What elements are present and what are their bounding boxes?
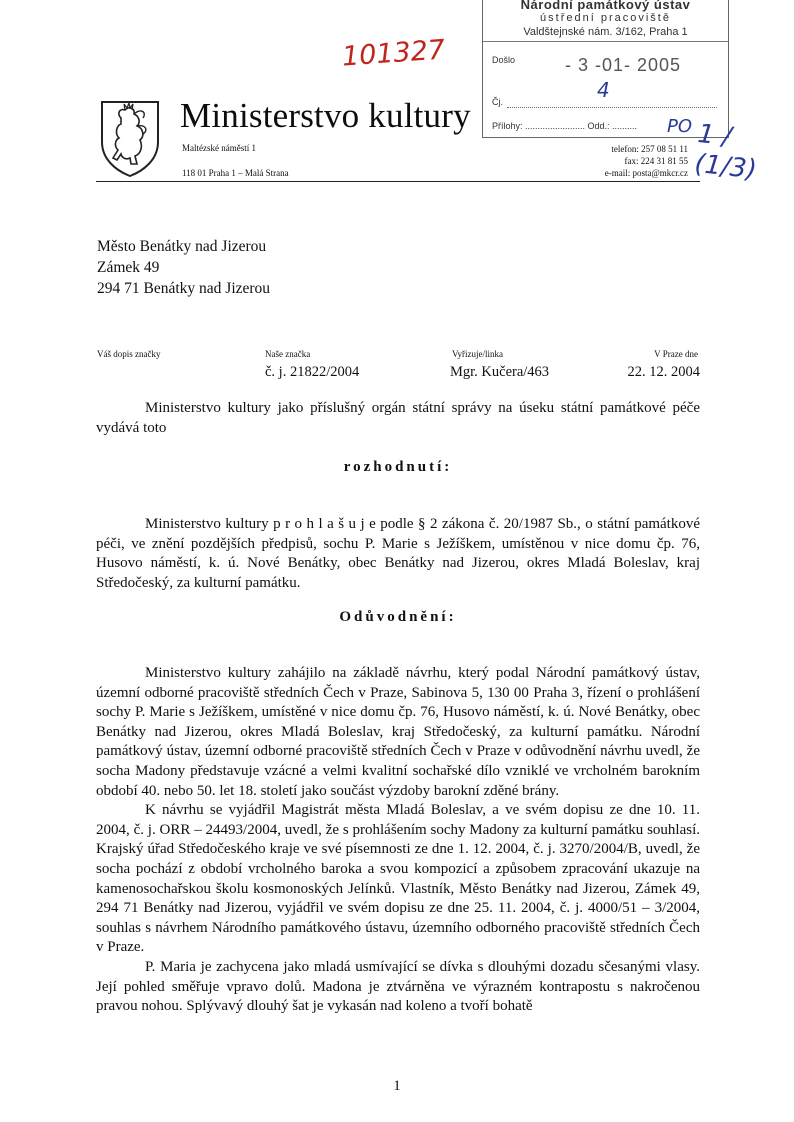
ministry-address-line2: 118 01 Praha 1 – Malá Strana [182, 168, 289, 178]
handwritten-number: 101327 [341, 34, 447, 73]
reasoning-paragraph-1: Ministerstvo kultury zahájilo na základě návrhu, který podal Národní památkový ústav, územní odborné pracoviště středních Čech v Praze, Sabinova 5, 130 00 Praha 3, řízení o prohlášení sochy P. Marie s Ježíškem, umístěné v nice domu čp. 76, Husovo náměstí, k. ú. Nové Benátky, obec Benátky nad Jizerou, okres Mladá Boleslav, kraj Středočeský, za kulturní památku. Národní památkový ústav, územní odborné pracoviště středních Čech v Praze v odůvodnění návrhu uvedl, že socha Madony představuje vzácné a velmi kvalitní sochařské dílo vzniklé ve vrcholném barokním období 40. nebo 50. let 18. století jako součást výzdoby barokní zděné brány. [96, 665, 700, 799]
decision-heading: rozhodnutí: [343, 459, 453, 475]
handwritten-bracket: 1 / (1/3) [693, 119, 759, 186]
stamp-received-label: Došlo [492, 55, 516, 65]
handwritten-digit: 4 [597, 78, 610, 102]
our-ref-value: č. j. 21822/2004 [265, 364, 360, 380]
page-number: 1 [393, 1078, 401, 1094]
handled-by-value: Mgr. Kučera/463 [450, 364, 550, 380]
czech-lion-crest-icon [97, 98, 163, 178]
ministry-email: e-mail: posta@mkcr.cz [604, 168, 688, 178]
recipient-line2: Zámek 49 [97, 259, 160, 276]
ministry-fax: fax: 224 31 81 55 [624, 156, 688, 166]
reasoning-paragraph-3: P. Maria je zachycena jako mladá usmívající se dívka s dlouhými dozadu sčesanými vlasy. Její pohled směřuje vpravo dolů. Madona je ztvárněna ve výrazném kontrapostu s nakročenou pravou nohou. Splývavý dlouhý šat je vykasán nad koleno a tvoří bohatě [96, 958, 700, 1015]
stamp-ref-line [507, 107, 717, 108]
intro-paragraph [96, 399, 700, 438]
stamp-subtitle: ústřední pracoviště [540, 12, 671, 24]
stamp-title: Národní památkový ústav [520, 0, 691, 12]
our-ref-label: Naše značka [265, 349, 311, 359]
decision-text: Ministerstvo kultury p r o h l a š u j e podle § 2 zákona č. 20/1987 Sb., o státní památkové péči, ve znění pozdějších předpisů, sochu P. Marie s Ježíškem, umístěnou v nice domu čp. 76, Husovo náměstí, k. ú. Nové Benátky, obec Benátky nad Jizerou, okres Mladá Boleslav, kraj Středočeský, za kulturní památku. [96, 516, 700, 591]
decision-paragraph [96, 515, 700, 593]
reasoning-paragraph-2: K návrhu se vyjádřil Magistrát města Mladá Boleslav, a ve svém dopisu ze dne 10. 11. 2004, č. j. ORR – 24493/2004, uvedl, že s prohlášením sochy Madony za kulturní památku souhlasí. Krajský úřad Středočeského kraje ve své písemnosti ze dne 1. 12. 2004, č. j. 3270/2004/B, uvedl, že socha pochází z období vrcholného baroka a svou kompozicí a způsobem zpracování ukazuje na kamenosochařskou školu kosmonoských Jelínků. Vlastník, Město Benátky nad Jizerou, Zámek 49, 294 71 Benátky nad Jizerou, vyjádřil ve svém dopisu ze dne 25. 11. 2004, č. j. 4000/51 – 3/2004, souhlas s návrhem Národního památkového ústavu, územního odborného pracoviště středních Čech v Praze. [96, 802, 700, 956]
intro-text: Ministerstvo kultury jako příslušný orgán státní správy na úseku státní památkové péče vydává toto [96, 400, 700, 436]
handled-by-label: Vyřizuje/linka [452, 349, 503, 359]
your-letter-label: Váš dopis značky [97, 349, 161, 359]
stamp-divider [483, 41, 728, 42]
stamp-address: Valdštejnské nám. 3/162, Praha 1 [523, 26, 688, 38]
stamp-attachments: Přílohy: ........................ Odd.: .......... [492, 121, 638, 131]
recipient-line3: 294 71 Benátky nad Jizerou [97, 280, 271, 297]
ministry-title: Ministerstvo kultury [180, 96, 471, 135]
stamp-ref-label: Čj. [492, 97, 503, 107]
recipient-line1: Město Benátky nad Jizerou [97, 238, 267, 255]
date-label: V Praze dne [654, 349, 698, 359]
stamp-received-date: - 3 -01- 2005 [565, 55, 682, 75]
date-value: 22. 12. 2004 [627, 364, 700, 380]
reasoning-body [96, 664, 700, 1017]
ministry-address-line1: Maltézské náměstí 1 [182, 143, 256, 153]
reasoning-heading: Odůvodnění: [339, 609, 457, 625]
handwritten-dept: PO [667, 116, 693, 137]
ministry-contact [605, 143, 688, 179]
recipient-address [97, 236, 270, 299]
header-divider [96, 181, 700, 182]
ministry-telephone: telefon: 257 08 51 11 [611, 144, 688, 154]
